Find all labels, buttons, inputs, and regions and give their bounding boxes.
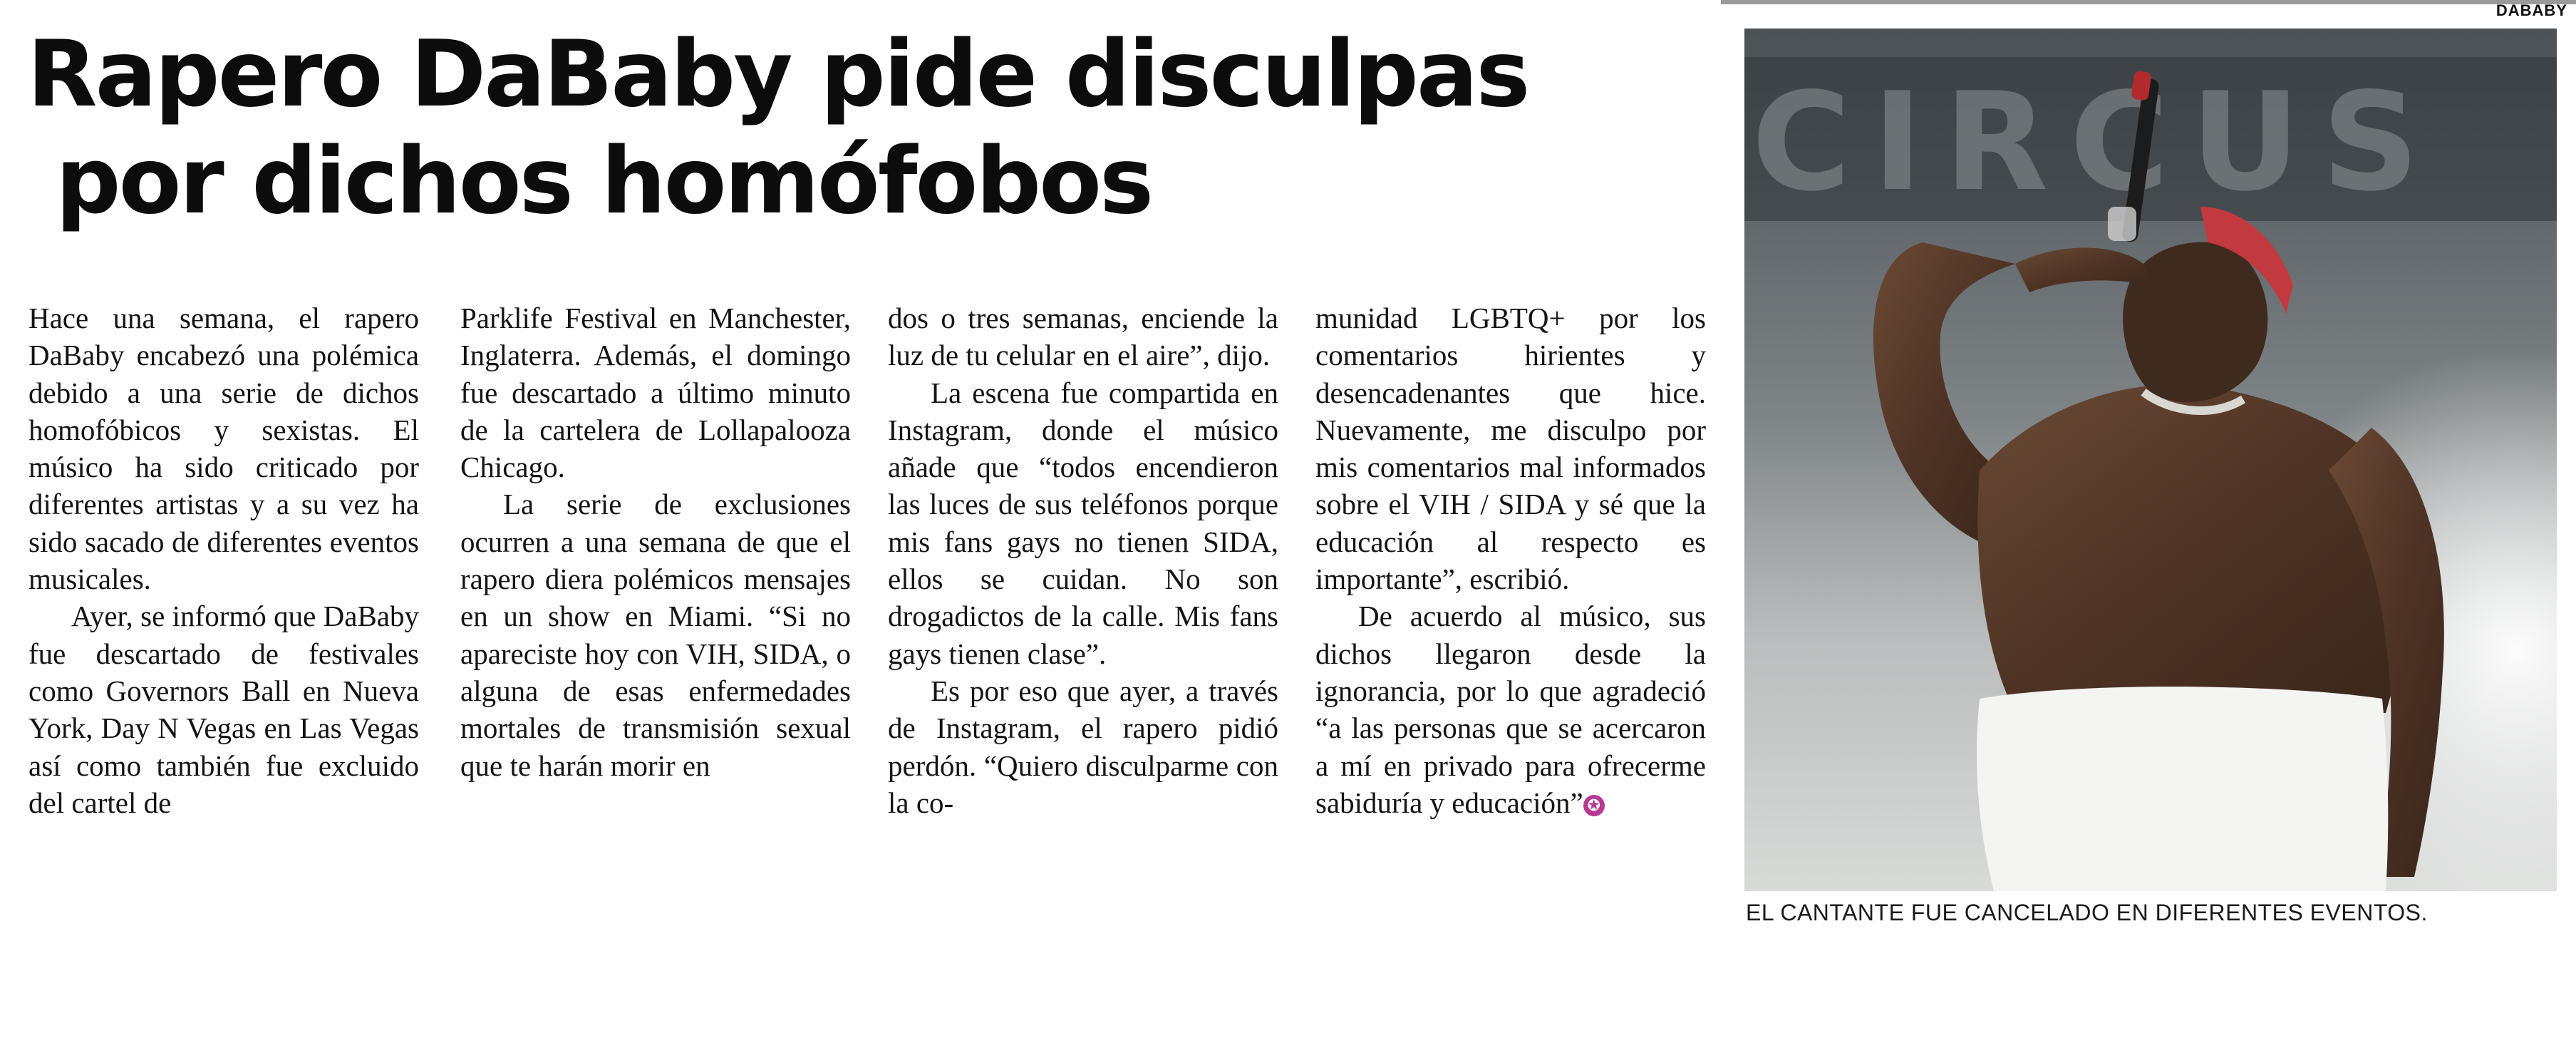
paragraph [1315,597,1706,821]
paragraph: Hace una semana, el rapero DaBaby encabezó una polémica debido a una serie de dichos homofóbicos y sexistas. El músico ha sido criticado por diferentes artistas y a su vez ha sido sacado de diferentes eventos musicales. [29,302,419,596]
paragraph: Ayer, se informó que DaBaby fue descartado de festivales como Governors Ball en Nueva York, Day N Vegas en Las Vegas así como también fue excluido del cartel de [29,600,419,819]
headline-line-1: Rapero DaBaby pide disculpas [27,21,1528,128]
paragraph: dos o tres semanas, enciende la luz de tu celular en el aire”, dijo. [888,302,1278,372]
column-1 [29,299,419,821]
paragraph: La escena fue compartida en Instagram, donde el músico añade que “todos encendieron las luces de sus teléfonos porque mis fans gays no tienen SIDA, ellos se cuidan. No son drogadictos de la calle. Mis fans gays tienen clase”. [888,376,1278,670]
paragraph: Es por eso que ayer, a través de Instagram, el rapero pidió perdón. “Quiero disculparme con la co- [888,674,1278,819]
top-rule [1721,0,2576,4]
paragraph: Parklife Festival en Manchester, Inglaterra. Además, el domingo fue descartado a último minuto de la cartelera de Lollapalooza Chicago. [460,302,851,484]
headline-line-2: por dichos homófobos [56,128,1152,235]
column-3 [888,299,1278,821]
paragraph-text: De acuerdo al músico, sus dichos llegaron desde la ignorancia, por lo que agradeció “a las personas que se acercaron a mí en privado para ofrecerme sabiduría y educación” [1315,600,1706,819]
end-mark-icon: ✪ [1583,795,1605,816]
article-photo [1744,29,2557,891]
headline [27,21,1666,235]
photo-credit: DABABY [2495,1,2567,19]
column-2 [460,299,851,784]
article-body [29,299,1706,962]
rapper-photo-illustration [1744,29,2557,891]
photo-caption: EL CANTANTE FUE CANCELADO EN DIFERENTES EVENTOS. [1746,900,2428,925]
paragraph: munidad LGBTQ+ por los comentarios hirientes y desencadenantes que hice. Nuevamente, me disculpo por mis comentarios mal informados sobre el VIH / SIDA y sé que la educación al respecto es importante”, escribió. [1315,302,1706,596]
column-4 [1315,299,1706,821]
paragraph: La serie de exclusiones ocurren a una semana de que el rapero diera polémicos mensajes en un show en Miami. “Si no apareciste hoy con VIH, SIDA, o alguna de esas enfermedades mortales de transmisión sexual que te harán morir en [460,488,851,782]
